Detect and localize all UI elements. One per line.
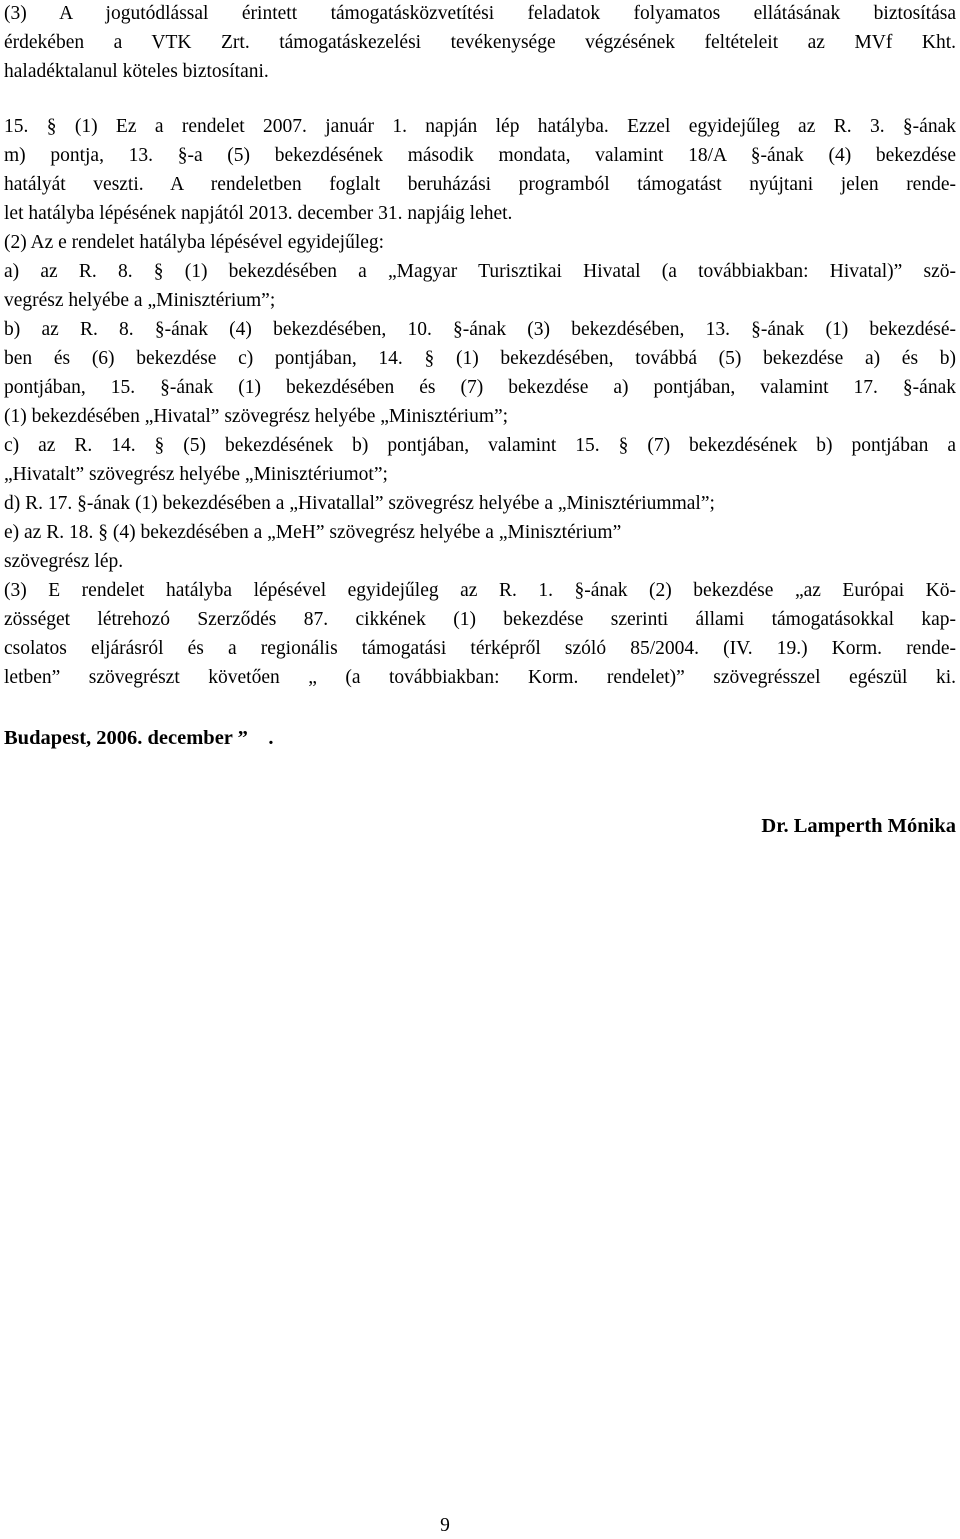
text-line: csolatos eljárásról és a regionális támogatási térképről szóló 85/2004. (IV. 19.) Korm. rende- — [4, 638, 956, 659]
text-line: vegrész helyébe a „Minisztérium”; — [4, 290, 276, 311]
text-line: érdekében a VTK Zrt. támogatáskezelési tevékenysége végzésének feltételeit az MVf Kht. — [4, 32, 956, 53]
text-line: a) az R. 8. § (1) bekezdésében a „Magyar Turisztikai Hivatal (a továbbiakban: Hivatal)” szö- — [4, 261, 956, 282]
text-line: b) az R. 8. §-ának (4) bekezdésében, 10. §-ának (3) bekezdésében, 13. §-ának (1) bekezdésé- — [4, 319, 956, 340]
text-line: let hatályba lépésének napjától 2013. december 31. napjáig lehet. — [4, 203, 513, 224]
text-line: zösséget létrehozó Szerződés 87. cikkének (1) bekezdése szerinti állami támogatásokkal kap- — [4, 609, 956, 630]
text-line: (3) E rendelet hatályba lépésével egyidejűleg az R. 1. §-ának (2) bekezdése „az Európai Kö- — [4, 580, 956, 601]
place-and-date: Budapest, 2006. december ” . — [4, 727, 274, 749]
text-line: pontjában, 15. §-ának (1) bekezdésében és (7) bekezdése a) pontjában, valamint 17. §-ának — [4, 377, 956, 398]
text-line: d) R. 17. §-ának (1) bekezdésében a „Hivatallal” szövegrész helyébe a „Minisztériummal”; — [4, 493, 715, 514]
text-line: (1) bekezdésében „Hivatal” szövegrész helyébe „Minisztérium”; — [4, 406, 509, 427]
signatory-name: Dr. Lamperth Mónika — [761, 815, 956, 837]
text-line: „Hivatalt” szövegrész helyébe „Minisztériumot”; — [4, 464, 388, 485]
text-line: hatályát veszti. A rendeletben foglalt beruházási programból támogatást nyújtani jelen rende- — [4, 174, 956, 195]
text-line: haladéktalanul köteles biztosítani. — [4, 61, 269, 82]
text-line: 15. § (1) Ez a rendelet 2007. január 1. napján lép hatályba. Ezzel egyidejűleg az R. 3. §-ának — [4, 116, 956, 137]
text-line: m) pontja, 13. §-a (5) bekezdésének második mondata, valamint 18/A §-ának (4) bekezdése — [4, 145, 956, 166]
text-line: ben és (6) bekezdése c) pontjában, 14. § (1) bekezdésében, továbbá (5) bekezdése a) és b) — [4, 348, 956, 369]
text-line: letben” szövegrészt követően „ (a továbbiakban: Korm. rendelet)” szövegrésszel egészül ki. — [4, 667, 956, 688]
text-line: (2) Az e rendelet hatályba lépésével egyidejűleg: — [4, 232, 385, 253]
text-line: e) az R. 18. § (4) bekezdésében a „MeH” szövegrész helyébe a „Minisztérium” — [4, 522, 622, 543]
text-line: (3) A jogutódlással érintett támogatásközvetítési feladatok folyamatos ellátásának biztosítása — [4, 3, 956, 24]
text-line: c) az R. 14. § (5) bekezdésének b) pontjában, valamint 15. § (7) bekezdésének b) pontjában a — [4, 435, 956, 456]
text-line: szövegrész lép. — [4, 551, 124, 572]
page-number: 9 — [440, 1515, 450, 1536]
